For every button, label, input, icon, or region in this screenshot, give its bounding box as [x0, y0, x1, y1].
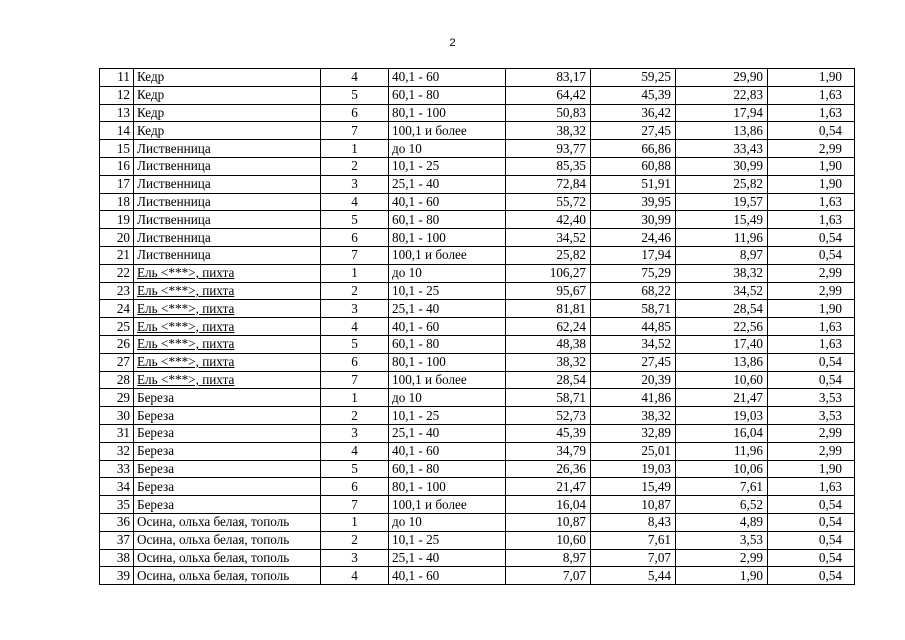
value-4-cell: 0,54	[768, 531, 855, 549]
value-2-cell: 27,45	[591, 122, 676, 140]
value-4-cell: 1,90	[768, 157, 855, 175]
diameter-range-cell: до 10	[389, 513, 506, 531]
table-row	[100, 531, 855, 549]
value-3-cell: 11,96	[676, 229, 768, 247]
value-3-cell: 11,96	[676, 442, 768, 460]
value-1-cell: 58,71	[506, 389, 591, 407]
diameter-range-cell: до 10	[389, 264, 506, 282]
class-cell: 2	[321, 407, 389, 425]
table-row	[100, 478, 855, 496]
value-2-cell: 41,86	[591, 389, 676, 407]
value-4-cell: 3,53	[768, 407, 855, 425]
value-3-cell: 22,83	[676, 86, 768, 104]
class-cell: 5	[321, 86, 389, 104]
value-1-cell: 93,77	[506, 140, 591, 158]
value-2-cell: 25,01	[591, 442, 676, 460]
value-3-cell: 17,40	[676, 335, 768, 353]
value-2-cell: 66,86	[591, 140, 676, 158]
row-number-cell: 16	[100, 157, 134, 175]
value-4-cell: 0,54	[768, 567, 855, 585]
row-number-cell: 21	[100, 246, 134, 264]
species-cell: Осина, ольха белая, тополь	[134, 549, 321, 567]
class-cell: 2	[321, 157, 389, 175]
species-label: Ель <***>, пихта	[137, 354, 235, 370]
row-number-cell: 23	[100, 282, 134, 300]
class-cell: 7	[321, 496, 389, 514]
value-1-cell: 10,87	[506, 513, 591, 531]
value-2-cell: 44,85	[591, 318, 676, 336]
value-1-cell: 21,47	[506, 478, 591, 496]
row-number-cell: 39	[100, 567, 134, 585]
value-4-cell: 1,63	[768, 104, 855, 122]
value-3-cell: 8,97	[676, 246, 768, 264]
row-number-cell: 14	[100, 122, 134, 140]
table-row	[100, 407, 855, 425]
class-cell: 2	[321, 531, 389, 549]
value-3-cell: 33,43	[676, 140, 768, 158]
value-2-cell: 51,91	[591, 175, 676, 193]
species-cell: Лиственница	[134, 140, 321, 158]
value-2-cell: 34,52	[591, 335, 676, 353]
value-1-cell: 83,17	[506, 69, 591, 87]
value-3-cell: 1,90	[676, 567, 768, 585]
class-cell: 6	[321, 353, 389, 371]
value-4-cell: 2,99	[768, 282, 855, 300]
table-row	[100, 229, 855, 247]
value-3-cell: 4,89	[676, 513, 768, 531]
species-cell: Осина, ольха белая, тополь	[134, 567, 321, 585]
row-number-cell: 29	[100, 389, 134, 407]
row-number-cell: 15	[100, 140, 134, 158]
class-cell: 4	[321, 193, 389, 211]
row-number-cell: 36	[100, 513, 134, 531]
table-row	[100, 353, 855, 371]
diameter-range-cell: 25,1 - 40	[389, 424, 506, 442]
table-row	[100, 442, 855, 460]
diameter-range-cell: 80,1 - 100	[389, 478, 506, 496]
value-4-cell: 2,99	[768, 442, 855, 460]
value-2-cell: 10,87	[591, 496, 676, 514]
species-cell: Кедр	[134, 69, 321, 87]
class-cell: 7	[321, 122, 389, 140]
class-cell: 3	[321, 175, 389, 193]
value-4-cell: 1,90	[768, 69, 855, 87]
value-4-cell: 0,54	[768, 371, 855, 389]
diameter-range-cell: 100,1 и более	[389, 496, 506, 514]
table-row	[100, 211, 855, 229]
value-4-cell: 0,54	[768, 549, 855, 567]
value-1-cell: 64,42	[506, 86, 591, 104]
value-1-cell: 26,36	[506, 460, 591, 478]
row-number-cell: 33	[100, 460, 134, 478]
value-2-cell: 36,42	[591, 104, 676, 122]
species-label: Ель <***>, пихта	[137, 265, 235, 281]
table-row	[100, 389, 855, 407]
species-cell	[134, 335, 321, 353]
value-4-cell: 2,99	[768, 424, 855, 442]
species-label: Ель <***>, пихта	[137, 318, 235, 334]
diameter-range-cell: 60,1 - 80	[389, 335, 506, 353]
value-2-cell: 8,43	[591, 513, 676, 531]
value-2-cell: 17,94	[591, 246, 676, 264]
value-4-cell: 1,90	[768, 460, 855, 478]
class-cell: 6	[321, 104, 389, 122]
species-cell	[134, 264, 321, 282]
species-cell: Осина, ольха белая, тополь	[134, 531, 321, 549]
value-1-cell: 52,73	[506, 407, 591, 425]
value-2-cell: 20,39	[591, 371, 676, 389]
value-4-cell: 1,63	[768, 318, 855, 336]
table-row	[100, 69, 855, 87]
species-cell: Береза	[134, 407, 321, 425]
species-cell	[134, 300, 321, 318]
species-cell	[134, 371, 321, 389]
value-2-cell: 68,22	[591, 282, 676, 300]
value-3-cell: 16,04	[676, 424, 768, 442]
value-2-cell: 58,71	[591, 300, 676, 318]
value-3-cell: 10,60	[676, 371, 768, 389]
table-row	[100, 371, 855, 389]
value-2-cell: 30,99	[591, 211, 676, 229]
species-cell	[134, 318, 321, 336]
species-cell: Береза	[134, 389, 321, 407]
value-1-cell: 62,24	[506, 318, 591, 336]
diameter-range-cell: 25,1 - 40	[389, 300, 506, 318]
diameter-range-cell: 100,1 и более	[389, 122, 506, 140]
value-1-cell: 25,82	[506, 246, 591, 264]
value-1-cell: 50,83	[506, 104, 591, 122]
row-number-cell: 19	[100, 211, 134, 229]
table-row	[100, 264, 855, 282]
value-1-cell: 81,81	[506, 300, 591, 318]
value-1-cell: 34,52	[506, 229, 591, 247]
diameter-range-cell: 80,1 - 100	[389, 229, 506, 247]
table-row	[100, 193, 855, 211]
species-cell: Лиственница	[134, 246, 321, 264]
table-body	[100, 69, 855, 585]
value-3-cell: 6,52	[676, 496, 768, 514]
species-cell	[134, 353, 321, 371]
species-cell: Лиственница	[134, 193, 321, 211]
species-label: Ель <***>, пихта	[137, 282, 235, 298]
table-row	[100, 122, 855, 140]
table-row	[100, 246, 855, 264]
value-2-cell: 19,03	[591, 460, 676, 478]
class-cell: 7	[321, 246, 389, 264]
species-cell: Лиственница	[134, 229, 321, 247]
value-4-cell: 0,54	[768, 513, 855, 531]
value-2-cell: 5,44	[591, 567, 676, 585]
class-cell: 4	[321, 442, 389, 460]
diameter-range-cell: 100,1 и более	[389, 246, 506, 264]
page-number: 2	[449, 37, 456, 49]
value-2-cell: 32,89	[591, 424, 676, 442]
diameter-range-cell: до 10	[389, 389, 506, 407]
value-4-cell: 0,54	[768, 353, 855, 371]
class-cell: 6	[321, 229, 389, 247]
diameter-range-cell: 25,1 - 40	[389, 549, 506, 567]
diameter-range-cell: 40,1 - 60	[389, 193, 506, 211]
value-4-cell: 0,54	[768, 496, 855, 514]
class-cell: 1	[321, 140, 389, 158]
species-cell: Кедр	[134, 104, 321, 122]
value-4-cell: 1,63	[768, 86, 855, 104]
value-3-cell: 19,03	[676, 407, 768, 425]
value-1-cell: 38,32	[506, 122, 591, 140]
class-cell: 1	[321, 264, 389, 282]
species-cell: Береза	[134, 496, 321, 514]
value-3-cell: 21,47	[676, 389, 768, 407]
table-row	[100, 335, 855, 353]
row-number-cell: 26	[100, 335, 134, 353]
class-cell: 5	[321, 335, 389, 353]
value-1-cell: 55,72	[506, 193, 591, 211]
value-4-cell: 1,63	[768, 335, 855, 353]
row-number-cell: 31	[100, 424, 134, 442]
class-cell: 4	[321, 567, 389, 585]
row-number-cell: 17	[100, 175, 134, 193]
value-4-cell: 1,90	[768, 300, 855, 318]
row-number-cell: 25	[100, 318, 134, 336]
value-3-cell: 38,32	[676, 264, 768, 282]
diameter-range-cell: 40,1 - 60	[389, 69, 506, 87]
value-2-cell: 39,95	[591, 193, 676, 211]
value-2-cell: 38,32	[591, 407, 676, 425]
value-4-cell: 1,63	[768, 211, 855, 229]
value-2-cell: 7,07	[591, 549, 676, 567]
value-3-cell: 15,49	[676, 211, 768, 229]
row-number-cell: 38	[100, 549, 134, 567]
species-cell: Береза	[134, 424, 321, 442]
table-row	[100, 300, 855, 318]
value-4-cell: 1,63	[768, 193, 855, 211]
diameter-range-cell: 25,1 - 40	[389, 175, 506, 193]
value-1-cell: 106,27	[506, 264, 591, 282]
value-1-cell: 10,60	[506, 531, 591, 549]
diameter-range-cell: 10,1 - 25	[389, 282, 506, 300]
class-cell: 6	[321, 478, 389, 496]
value-3-cell: 3,53	[676, 531, 768, 549]
value-1-cell: 34,79	[506, 442, 591, 460]
row-number-cell: 30	[100, 407, 134, 425]
table-row	[100, 567, 855, 585]
class-cell: 1	[321, 389, 389, 407]
table-row	[100, 513, 855, 531]
class-cell: 7	[321, 371, 389, 389]
row-number-cell: 28	[100, 371, 134, 389]
value-3-cell: 19,57	[676, 193, 768, 211]
row-number-cell: 13	[100, 104, 134, 122]
species-cell: Лиственница	[134, 157, 321, 175]
species-cell: Береза	[134, 478, 321, 496]
value-3-cell: 34,52	[676, 282, 768, 300]
species-cell: Береза	[134, 460, 321, 478]
value-1-cell: 16,04	[506, 496, 591, 514]
diameter-range-cell: 10,1 - 25	[389, 407, 506, 425]
table-row	[100, 104, 855, 122]
class-cell: 2	[321, 282, 389, 300]
species-cell: Кедр	[134, 86, 321, 104]
table-row	[100, 496, 855, 514]
value-1-cell: 42,40	[506, 211, 591, 229]
diameter-range-cell: 10,1 - 25	[389, 531, 506, 549]
table-row	[100, 318, 855, 336]
class-cell: 3	[321, 424, 389, 442]
row-number-cell: 18	[100, 193, 134, 211]
species-cell: Береза	[134, 442, 321, 460]
value-1-cell: 8,97	[506, 549, 591, 567]
table-row	[100, 157, 855, 175]
value-3-cell: 28,54	[676, 300, 768, 318]
value-1-cell: 28,54	[506, 371, 591, 389]
table-row	[100, 175, 855, 193]
value-2-cell: 24,46	[591, 229, 676, 247]
value-2-cell: 59,25	[591, 69, 676, 87]
species-cell: Лиственница	[134, 175, 321, 193]
value-4-cell: 1,90	[768, 175, 855, 193]
value-3-cell: 13,86	[676, 122, 768, 140]
value-2-cell: 15,49	[591, 478, 676, 496]
value-4-cell: 2,99	[768, 264, 855, 282]
diameter-range-cell: 40,1 - 60	[389, 567, 506, 585]
diameter-range-cell: 60,1 - 80	[389, 86, 506, 104]
row-number-cell: 11	[100, 69, 134, 87]
table-row	[100, 460, 855, 478]
value-3-cell: 13,86	[676, 353, 768, 371]
species-label: Ель <***>, пихта	[137, 336, 235, 352]
value-4-cell: 1,63	[768, 478, 855, 496]
diameter-range-cell: 60,1 - 80	[389, 460, 506, 478]
value-2-cell: 60,88	[591, 157, 676, 175]
class-cell: 3	[321, 549, 389, 567]
species-cell	[134, 282, 321, 300]
value-1-cell: 38,32	[506, 353, 591, 371]
class-cell: 4	[321, 69, 389, 87]
rates-table	[99, 68, 855, 585]
diameter-range-cell: 60,1 - 80	[389, 211, 506, 229]
value-3-cell: 30,99	[676, 157, 768, 175]
species-label: Ель <***>, пихта	[137, 371, 235, 387]
row-number-cell: 37	[100, 531, 134, 549]
species-cell: Кедр	[134, 122, 321, 140]
row-number-cell: 35	[100, 496, 134, 514]
value-3-cell: 7,61	[676, 478, 768, 496]
value-1-cell: 48,38	[506, 335, 591, 353]
value-2-cell: 45,39	[591, 86, 676, 104]
value-3-cell: 10,06	[676, 460, 768, 478]
value-3-cell: 25,82	[676, 175, 768, 193]
value-4-cell: 3,53	[768, 389, 855, 407]
table-row	[100, 86, 855, 104]
class-cell: 5	[321, 460, 389, 478]
species-cell: Лиственница	[134, 211, 321, 229]
value-4-cell: 0,54	[768, 246, 855, 264]
class-cell: 4	[321, 318, 389, 336]
value-1-cell: 45,39	[506, 424, 591, 442]
diameter-range-cell: до 10	[389, 140, 506, 158]
value-3-cell: 22,56	[676, 318, 768, 336]
row-number-cell: 32	[100, 442, 134, 460]
value-3-cell: 2,99	[676, 549, 768, 567]
table-row	[100, 282, 855, 300]
row-number-cell: 27	[100, 353, 134, 371]
value-1-cell: 95,67	[506, 282, 591, 300]
row-number-cell: 12	[100, 86, 134, 104]
diameter-range-cell: 80,1 - 100	[389, 353, 506, 371]
value-1-cell: 85,35	[506, 157, 591, 175]
value-3-cell: 17,94	[676, 104, 768, 122]
class-cell: 1	[321, 513, 389, 531]
value-1-cell: 7,07	[506, 567, 591, 585]
diameter-range-cell: 100,1 и более	[389, 371, 506, 389]
value-4-cell: 0,54	[768, 229, 855, 247]
value-2-cell: 27,45	[591, 353, 676, 371]
value-1-cell: 72,84	[506, 175, 591, 193]
row-number-cell: 24	[100, 300, 134, 318]
diameter-range-cell: 40,1 - 60	[389, 442, 506, 460]
row-number-cell: 20	[100, 229, 134, 247]
table-row	[100, 549, 855, 567]
table-row	[100, 140, 855, 158]
diameter-range-cell: 80,1 - 100	[389, 104, 506, 122]
diameter-range-cell: 40,1 - 60	[389, 318, 506, 336]
table-row	[100, 424, 855, 442]
diameter-range-cell: 10,1 - 25	[389, 157, 506, 175]
species-label: Ель <***>, пихта	[137, 300, 235, 316]
value-3-cell: 29,90	[676, 69, 768, 87]
row-number-cell: 34	[100, 478, 134, 496]
row-number-cell: 22	[100, 264, 134, 282]
class-cell: 3	[321, 300, 389, 318]
value-4-cell: 2,99	[768, 140, 855, 158]
species-cell: Осина, ольха белая, тополь	[134, 513, 321, 531]
value-4-cell: 0,54	[768, 122, 855, 140]
value-2-cell: 75,29	[591, 264, 676, 282]
class-cell: 5	[321, 211, 389, 229]
value-2-cell: 7,61	[591, 531, 676, 549]
